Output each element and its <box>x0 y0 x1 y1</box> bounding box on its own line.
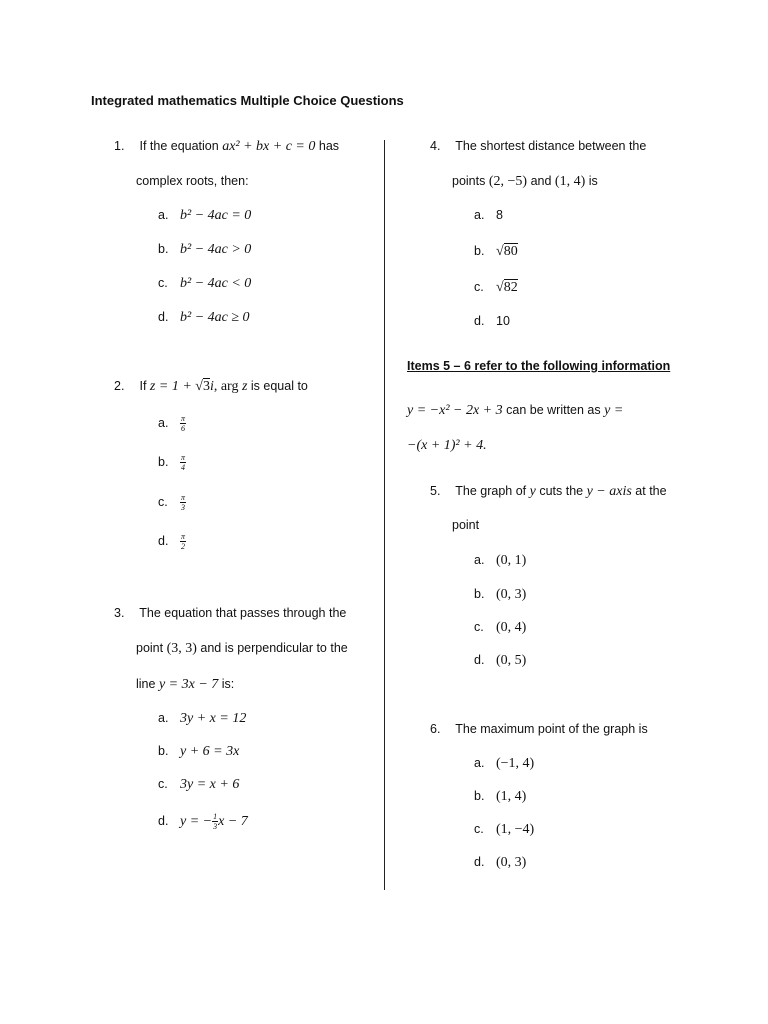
fraction-denominator: 6 <box>181 424 185 433</box>
question-2-line-1 <box>114 379 308 395</box>
option-value: 3y + x = 12 <box>180 711 247 726</box>
question-text: cuts the <box>539 484 584 498</box>
info-line-1 <box>407 403 623 419</box>
fraction-numerator: π <box>181 414 186 423</box>
question-text: If <box>139 379 147 393</box>
answer-option <box>474 314 510 328</box>
option-label: a. <box>158 208 169 222</box>
question-1-line-1 <box>114 139 339 155</box>
answer-option <box>474 208 503 222</box>
answer-option <box>158 744 239 760</box>
answer-option <box>474 756 534 772</box>
option-value: (1, 4) <box>496 789 527 804</box>
section-header: Items 5 – 6 refer to the following information <box>407 359 671 373</box>
fraction <box>180 453 186 472</box>
math-expression: z <box>241 379 248 394</box>
option-label: d. <box>474 314 485 328</box>
radicand: 80 <box>503 244 518 259</box>
question-4-line-1 <box>430 139 646 153</box>
answer-option <box>158 777 239 793</box>
question-3-line-3 <box>136 677 234 693</box>
info-text: can be written as <box>506 403 601 417</box>
option-value: (0, 3) <box>496 855 527 870</box>
math-expression: y <box>529 484 536 499</box>
option-value: b² − 4ac > 0 <box>180 242 252 257</box>
option-label: a. <box>158 711 169 725</box>
question-text: The graph of <box>455 484 527 498</box>
option-value: b² − 4ac ≥ 0 <box>180 310 250 325</box>
question-3-line-1 <box>114 606 346 620</box>
option-value: y + 6 = 3x <box>180 744 240 759</box>
option-label: d. <box>474 653 485 667</box>
question-text: and <box>530 174 552 188</box>
question-number: 6. <box>430 722 441 736</box>
fraction-denominator: 3 <box>181 503 185 512</box>
fraction-denominator: 3 <box>213 822 218 831</box>
fraction-numerator: π <box>181 532 186 541</box>
math-expression: i <box>209 379 214 394</box>
math-expression: x − 7 <box>218 813 248 829</box>
question-text: is: <box>221 677 235 691</box>
answer-option <box>158 493 186 512</box>
option-value: (0, 3) <box>496 587 527 602</box>
answer-option <box>158 310 250 326</box>
answer-option <box>158 414 186 433</box>
option-label: b. <box>158 454 169 469</box>
option-label: b. <box>474 587 485 601</box>
answer-option <box>158 242 251 258</box>
option-value: (1, −4) <box>496 822 535 837</box>
option-label: c. <box>474 822 484 836</box>
option-label: b. <box>474 244 485 258</box>
sqrt-symbol: √3 <box>195 379 210 394</box>
question-text: points <box>452 174 486 188</box>
question-text: is <box>588 174 598 188</box>
radicand: 3 <box>202 379 210 394</box>
math-expression: (2, −5) <box>488 174 528 189</box>
sqrt-symbol: √80 <box>496 244 518 259</box>
option-label: a. <box>474 208 485 222</box>
option-label: d. <box>158 310 169 324</box>
answer-option <box>474 789 526 805</box>
option-label: c. <box>474 280 484 294</box>
fraction <box>180 532 186 551</box>
question-number: 2. <box>114 379 125 393</box>
question-number: 5. <box>430 484 441 498</box>
question-text: line <box>136 677 156 691</box>
fraction <box>180 493 186 512</box>
math-expression: , arg <box>213 379 242 394</box>
answer-option <box>474 587 526 603</box>
sqrt-symbol: √82 <box>496 280 518 295</box>
option-value: (0, 4) <box>496 620 527 635</box>
question-number: 1. <box>114 139 125 153</box>
option-label: c. <box>158 276 168 290</box>
column-divider <box>384 140 385 890</box>
fraction-denominator: 4 <box>181 463 185 472</box>
option-value: b² − 4ac = 0 <box>180 208 252 223</box>
option-label: d. <box>158 813 169 828</box>
math-expression: ax² + bx + c = 0 <box>222 139 316 154</box>
question-5-line-2: point <box>452 518 480 532</box>
option-label: c. <box>474 620 484 634</box>
answer-option <box>158 532 186 551</box>
fraction-denominator: 2 <box>181 542 185 551</box>
radicand: 82 <box>503 280 518 295</box>
fraction-numerator: 1 <box>213 812 218 821</box>
answer-option <box>474 620 526 636</box>
question-text: The shortest distance between the <box>455 139 647 153</box>
question-number: 4. <box>430 139 441 153</box>
option-label: a. <box>158 415 169 430</box>
question-4-line-2 <box>452 174 598 190</box>
question-text: If the equation <box>139 139 219 153</box>
question-text: The equation that passes through the <box>139 606 347 620</box>
math-expression: y = <box>604 403 624 418</box>
option-value: 8 <box>496 208 503 222</box>
option-value: b² − 4ac < 0 <box>180 276 252 291</box>
question-3-line-2 <box>136 641 348 657</box>
math-expression: (1, 4) <box>554 174 586 189</box>
option-label: d. <box>158 533 169 548</box>
math-expression: y = − <box>180 813 213 829</box>
answer-option <box>158 208 251 224</box>
question-5-line-1 <box>430 484 667 500</box>
fraction-numerator: π <box>181 493 186 502</box>
option-label: b. <box>158 242 169 256</box>
answer-option <box>158 276 251 292</box>
question-6-line-1 <box>430 722 648 736</box>
question-1-line-2: complex roots, then: <box>136 174 249 188</box>
question-text: The maximum point of the graph is <box>455 722 648 736</box>
question-number: 3. <box>114 606 125 620</box>
math-expression: y − axis <box>586 484 632 499</box>
question-text: has <box>318 139 340 153</box>
answer-option <box>474 855 526 871</box>
question-text: is equal to <box>250 379 308 393</box>
option-label: c. <box>158 777 168 791</box>
answer-option <box>474 822 534 838</box>
option-label: a. <box>474 553 485 567</box>
answer-option <box>158 812 248 831</box>
math-expression: (3, 3) <box>166 641 197 656</box>
page-title: Integrated mathematics Multiple Choice Questions <box>91 93 404 108</box>
question-text: point <box>136 641 164 655</box>
option-label: c. <box>158 494 168 509</box>
option-value: (−1, 4) <box>496 756 535 771</box>
info-line-2 <box>407 438 487 454</box>
math-expression: z = 1 + <box>149 379 196 394</box>
option-label: b. <box>474 789 485 803</box>
math-expression: y = −x² − 2x + 3 <box>407 403 503 418</box>
option-value: (0, 5) <box>496 653 527 668</box>
fraction <box>180 414 186 433</box>
question-text: at the <box>635 484 667 498</box>
math-expression: −(x + 1)² + 4. <box>407 438 487 453</box>
math-expression: y = 3x − 7 <box>158 677 219 692</box>
option-value: 3y = x + 6 <box>180 777 240 792</box>
answer-option <box>158 711 246 727</box>
answer-option <box>474 553 526 569</box>
option-value: (0, 1) <box>496 553 527 568</box>
fraction-numerator: π <box>181 453 186 462</box>
option-value: 10 <box>496 314 510 328</box>
question-text: and is perpendicular to the <box>200 641 348 655</box>
answer-option <box>474 280 518 296</box>
answer-option <box>474 244 518 260</box>
option-label: d. <box>474 855 485 869</box>
option-label: b. <box>158 744 169 758</box>
answer-option <box>474 653 526 669</box>
answer-option <box>158 453 186 472</box>
option-label: a. <box>474 756 485 770</box>
